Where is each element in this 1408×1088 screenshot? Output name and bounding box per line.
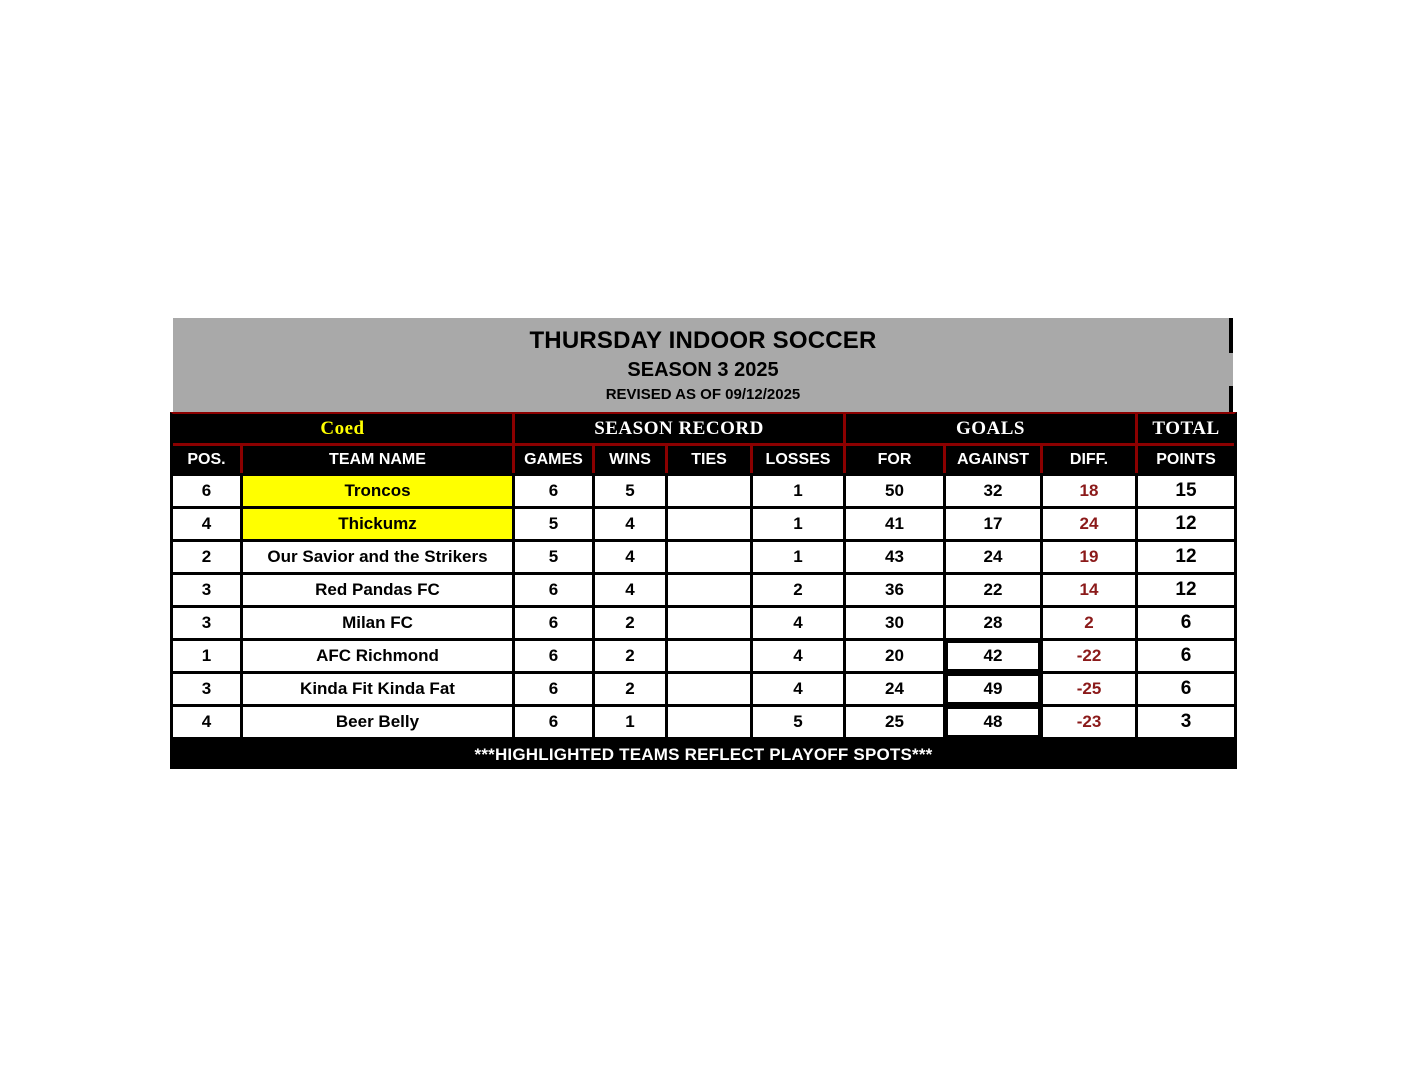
revised-date: REVISED AS OF 09/12/2025 — [605, 386, 801, 403]
losses-cell: 4 — [753, 608, 843, 638]
title-band — [173, 318, 1233, 412]
goal-diff-cell: -23 — [1043, 707, 1135, 737]
goal-diff-cell: 24 — [1043, 509, 1135, 539]
wins-cell: 2 — [595, 641, 665, 671]
goal-diff-cell: 2 — [1043, 608, 1135, 638]
team-name-cell: Troncos — [243, 476, 512, 506]
games-cell: 6 — [515, 608, 592, 638]
col-header-wins: WINS — [595, 446, 665, 473]
ties-cell — [668, 674, 750, 704]
col-header-ties: TIES — [668, 446, 750, 473]
ties-cell — [668, 707, 750, 737]
pos-cell: 6 — [173, 476, 240, 506]
team-name-cell: Kinda Fit Kinda Fat — [243, 674, 512, 704]
col-header-losses: LOSSES — [753, 446, 843, 473]
ties-cell — [668, 509, 750, 539]
goals-for-cell: 36 — [846, 575, 943, 605]
ties-cell — [668, 575, 750, 605]
points-cell: 6 — [1138, 641, 1234, 671]
pos-cell: 3 — [173, 575, 240, 605]
group-header-division: Coed — [173, 414, 512, 443]
goal-diff-cell: 18 — [1043, 476, 1135, 506]
col-header-points: POINTS — [1138, 446, 1234, 473]
pos-cell: 4 — [173, 509, 240, 539]
col-header-team: TEAM NAME — [243, 446, 512, 473]
goal-diff-cell: -25 — [1043, 674, 1135, 704]
games-cell: 6 — [515, 674, 592, 704]
group-header-total: TOTAL — [1138, 414, 1234, 443]
goals-against-cell: 24 — [946, 542, 1040, 572]
goals-for-cell: 43 — [846, 542, 943, 572]
playoff-note: ***HIGHLIGHTED TEAMS REFLECT PLAYOFF SPOTS*** — [170, 740, 1237, 769]
losses-cell: 4 — [753, 674, 843, 704]
games-cell: 6 — [515, 476, 592, 506]
losses-cell: 4 — [753, 641, 843, 671]
losses-cell: 1 — [753, 509, 843, 539]
wins-cell: 5 — [595, 476, 665, 506]
points-cell: 6 — [1138, 674, 1234, 704]
ties-cell — [668, 608, 750, 638]
goals-against-cell: 28 — [946, 608, 1040, 638]
season-subtitle: SEASON 3 2025 — [627, 359, 779, 381]
wins-cell: 4 — [595, 575, 665, 605]
team-name-cell: Our Savior and the Strikers — [243, 542, 512, 572]
goals-against-cell: 49 — [946, 674, 1040, 704]
league-title: THURSDAY INDOOR SOCCER — [529, 327, 877, 354]
goals-for-cell: 30 — [846, 608, 943, 638]
goals-against-cell: 32 — [946, 476, 1040, 506]
goals-against-cell: 42 — [946, 641, 1040, 671]
losses-cell: 2 — [753, 575, 843, 605]
games-cell: 6 — [515, 641, 592, 671]
team-name-cell: Milan FC — [243, 608, 512, 638]
column-header-row — [173, 446, 1234, 473]
team-name-cell: AFC Richmond — [243, 641, 512, 671]
standings-table — [170, 473, 1237, 740]
wins-cell: 1 — [595, 707, 665, 737]
col-header-games: GAMES — [515, 446, 592, 473]
group-header-row — [173, 414, 1234, 443]
goals-for-cell: 41 — [846, 509, 943, 539]
pos-cell: 2 — [173, 542, 240, 572]
ties-cell — [668, 476, 750, 506]
goals-for-cell: 50 — [846, 476, 943, 506]
ties-cell — [668, 641, 750, 671]
group-header-season-record: SEASON RECORD — [515, 414, 843, 443]
goal-diff-cell: 19 — [1043, 542, 1135, 572]
goals-for-cell: 20 — [846, 641, 943, 671]
team-name-cell: Red Pandas FC — [243, 575, 512, 605]
losses-cell: 1 — [753, 476, 843, 506]
games-cell: 5 — [515, 509, 592, 539]
wins-cell: 4 — [595, 542, 665, 572]
col-header-pos: POS. — [173, 446, 240, 473]
points-cell: 15 — [1138, 476, 1234, 506]
standings-sheet — [170, 318, 1237, 769]
goals-for-cell: 25 — [846, 707, 943, 737]
group-header-goals: GOALS — [846, 414, 1135, 443]
goals-against-cell: 48 — [946, 707, 1040, 737]
col-header-against: AGAINST — [946, 446, 1040, 473]
wins-cell: 2 — [595, 674, 665, 704]
table-header — [170, 412, 1237, 473]
wins-cell: 2 — [595, 608, 665, 638]
pos-cell: 4 — [173, 707, 240, 737]
losses-cell: 5 — [753, 707, 843, 737]
points-cell: 12 — [1138, 575, 1234, 605]
ties-cell — [668, 542, 750, 572]
points-cell: 3 — [1138, 707, 1234, 737]
team-name-cell: Thickumz — [243, 509, 512, 539]
points-cell: 12 — [1138, 542, 1234, 572]
goals-against-cell: 22 — [946, 575, 1040, 605]
games-cell: 6 — [515, 575, 592, 605]
wins-cell: 4 — [595, 509, 665, 539]
losses-cell: 1 — [753, 542, 843, 572]
goal-diff-cell: 14 — [1043, 575, 1135, 605]
games-cell: 6 — [515, 707, 592, 737]
points-cell: 12 — [1138, 509, 1234, 539]
pos-cell: 3 — [173, 608, 240, 638]
col-header-diff: DIFF. — [1043, 446, 1135, 473]
points-cell: 6 — [1138, 608, 1234, 638]
goals-against-cell: 17 — [946, 509, 1040, 539]
pos-cell: 1 — [173, 641, 240, 671]
col-header-for: FOR — [846, 446, 943, 473]
games-cell: 5 — [515, 542, 592, 572]
team-name-cell: Beer Belly — [243, 707, 512, 737]
goals-for-cell: 24 — [846, 674, 943, 704]
pos-cell: 3 — [173, 674, 240, 704]
goal-diff-cell: -22 — [1043, 641, 1135, 671]
